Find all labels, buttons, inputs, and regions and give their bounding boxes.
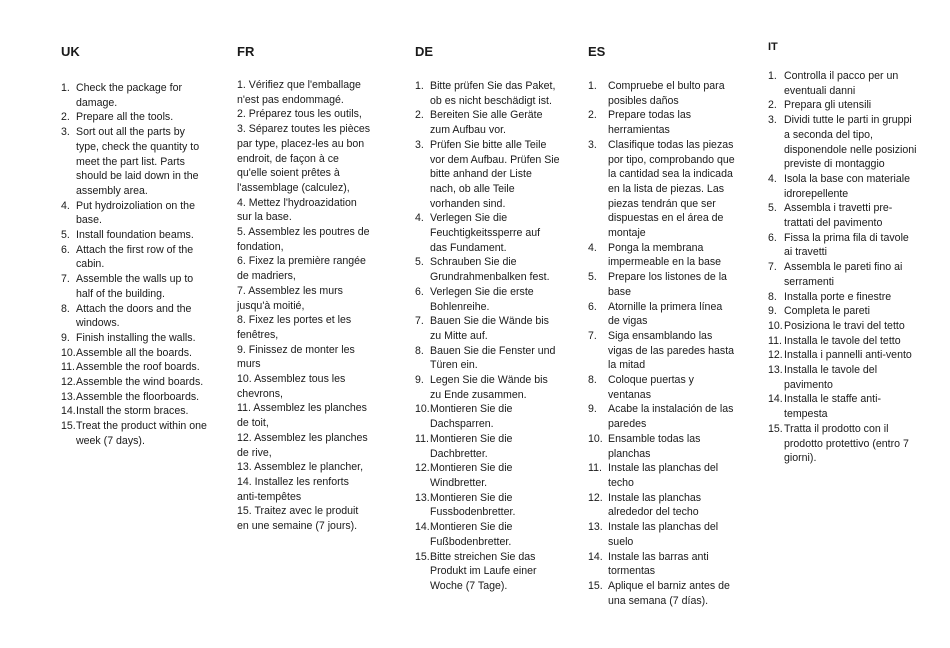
text-line: 9. Finissez de monter les: [237, 343, 355, 356]
item-text: Instale las planchas del suelo: [608, 521, 719, 548]
heading-es: ES: [588, 44, 606, 59]
list-item: [415, 344, 560, 373]
list-item: [588, 79, 736, 108]
instruction-list-it: [768, 69, 918, 466]
item-number: 5.: [61, 229, 70, 242]
text-line: 15. Traitez avec le produit: [237, 505, 359, 518]
item-text: Prepare all the tools.: [76, 111, 174, 124]
text-line: qu'elle soient prêtes à: [237, 167, 340, 180]
item-text: Legen Sie die Wände bis zu Ende zusammen.: [430, 374, 548, 401]
text-line: fenêtres,: [237, 328, 279, 341]
list-item: [588, 108, 736, 137]
item-number: 7.: [61, 273, 70, 286]
list-item: [588, 550, 736, 579]
item-text: Controlla il pacco per un eventuali danni: [784, 70, 899, 97]
item-number: 10.: [768, 319, 783, 332]
text-line: 11. Assemblez les planches: [237, 402, 367, 415]
list-item: [415, 550, 560, 594]
column-de: [415, 43, 560, 594]
item-number: 13.: [61, 390, 76, 403]
list-item: [61, 375, 208, 390]
column-it: [768, 43, 918, 466]
item-text: Posiziona le travi del tetto: [784, 319, 905, 332]
item-number: 8.: [588, 374, 597, 387]
item-number: 3.: [415, 138, 424, 151]
item-number: 4.: [415, 212, 424, 225]
item-number: 4.: [61, 199, 70, 212]
list-item: [61, 125, 208, 199]
item-text: Installa porte e finestre: [784, 290, 892, 303]
item-number: 15.: [61, 420, 76, 433]
item-number: 3.: [61, 126, 70, 139]
item-number: 1.: [768, 70, 777, 82]
instruction-list-fr: [237, 78, 380, 534]
item-number: 15.: [588, 579, 603, 592]
text-line: fondation,: [237, 240, 284, 253]
item-number: 3.: [768, 114, 777, 127]
item-number: 9.: [768, 305, 777, 318]
text-line: l'assemblage (calculez),: [237, 181, 350, 194]
item-text: Isola la base con materiale idrorepellente: [784, 172, 911, 200]
list-item: [61, 390, 208, 405]
item-number: 15.: [415, 550, 430, 563]
list-item: [768, 363, 918, 392]
item-number: 10.: [588, 432, 603, 445]
list-item: [588, 491, 736, 520]
item-number: 2.: [61, 111, 70, 124]
list-item: [415, 520, 560, 549]
item-text: Installa le staffe anti-tempesta: [784, 393, 881, 421]
item-number: 9.: [61, 331, 70, 344]
item-text: Atornille la primera línea de vigas: [608, 300, 723, 328]
heading-it: IT: [768, 41, 778, 53]
item-text: Siga ensamblando las vigas de las paredes hasta la mitad: [608, 329, 735, 372]
list-item: [768, 422, 918, 466]
list-item: [768, 201, 918, 230]
item-number: 11.: [61, 361, 75, 374]
list-item: [768, 260, 918, 289]
item-number: 14.: [768, 393, 783, 406]
heading-fr: FR: [237, 44, 255, 59]
item-number: 6.: [415, 285, 424, 298]
list-item: [415, 491, 560, 520]
item-number: 3.: [588, 138, 597, 151]
text-line: chevrons,: [237, 387, 283, 400]
item-text: Prüfen Sie bitte alle Teile vor dem Aufbau. Prüfen Sie bitte anhand der Liste nach, ob alle Teile vorhanden sind.: [430, 138, 560, 210]
item-number: 7.: [415, 315, 424, 328]
item-text: Prepara gli utensili: [784, 99, 872, 112]
list-item: [415, 461, 560, 490]
text-line: de madriers,: [237, 270, 296, 283]
column-uk: [61, 43, 208, 449]
item-text: Fissa la prima fila di tavole ai travetti: [784, 231, 909, 259]
item-text: Schrauben Sie die Grundrahmenbalken fest.: [430, 256, 550, 284]
column-es: [588, 43, 736, 608]
item-number: 12.: [61, 376, 76, 389]
item-number: 11.: [415, 432, 429, 445]
list-item: [588, 402, 736, 431]
item-text: Ensamble todas las planchas: [608, 432, 701, 460]
list-item: [588, 373, 736, 402]
item-text: Prepare todas las herramientas: [608, 109, 692, 137]
list-item: [768, 392, 918, 421]
text-line: n'est pas endommagé.: [237, 93, 344, 106]
item-number: 12.: [768, 349, 783, 362]
item-text: Completa le pareti: [784, 305, 870, 318]
list-item: [588, 138, 736, 241]
item-number: 2.: [415, 109, 424, 122]
text-line: endroit, de façon à ce: [237, 152, 339, 165]
item-text: Montieren Sie die Fußbodenbretter.: [430, 521, 513, 548]
item-text: Bitte streichen Sie das Produkt im Laufe einer Woche (7 Tage).: [430, 550, 537, 592]
list-item: [415, 285, 560, 314]
item-number: 14.: [61, 405, 76, 418]
list-item: [61, 346, 208, 361]
item-text: Put hydroizoliation on the base.: [76, 199, 195, 227]
item-number: 4.: [588, 241, 597, 254]
item-text: Compruebe el bulto para posibles daños: [608, 80, 725, 107]
column-fr: [237, 43, 380, 534]
item-text: Assemble the wind boards.: [76, 376, 204, 389]
text-line: 13. Assemblez le plancher,: [237, 461, 364, 474]
text-line: 5. Assemblez les poutres de: [237, 226, 370, 239]
item-text: Montieren Sie die Windbretter.: [430, 462, 513, 489]
item-number: 14.: [415, 521, 430, 534]
list-item: [61, 199, 208, 228]
item-number: 13.: [768, 364, 783, 377]
instruction-list-de: [415, 79, 560, 594]
text-line: 10. Assemblez tous les: [237, 373, 346, 386]
item-text: Install foundation beams.: [76, 229, 194, 242]
list-item: [768, 304, 918, 319]
item-text: Sort out all the parts by type, check the quantity to meet the part list. Parts should be laid down in the assembly area.: [76, 126, 200, 197]
item-number: 8.: [768, 290, 777, 303]
list-item: [61, 272, 208, 301]
list-item: [768, 172, 918, 201]
item-number: 10.: [61, 346, 76, 359]
instruction-list-es: [588, 79, 736, 608]
text-line: 2. Préparez tous les outils,: [237, 108, 362, 121]
item-text: Tratta il prodotto con il prodotto protettivo (entro 7 giorni).: [784, 422, 909, 465]
list-item: [588, 300, 736, 329]
text-line: 3. Séparez toutes les pièces: [237, 123, 371, 136]
item-number: 7.: [588, 329, 597, 342]
item-text: Bitte prüfen Sie das Paket, ob es nicht beschädigt ist.: [430, 80, 556, 107]
item-number: 13.: [588, 521, 603, 534]
item-text: Prepare los listones de la base: [608, 271, 727, 298]
list-item: [588, 461, 736, 490]
item-text: Dividi tutte le parti in gruppi a seconda del tipo, disponendole nelle posizioni previste di montaggio: [784, 114, 917, 171]
item-number: 7.: [768, 261, 777, 274]
list-item: [61, 243, 208, 272]
list-item: [61, 331, 208, 346]
item-text: Assembla i travetti pre-trattati del pavimento: [784, 202, 893, 230]
text-line: 7. Assemblez les murs: [237, 284, 343, 297]
item-text: Assembla le pareti fino ai serramenti: [784, 261, 903, 288]
text-line: 4. Mettez l'hydroazidation: [237, 196, 357, 209]
item-number: 5.: [588, 271, 597, 284]
item-text: Montieren Sie die Dachbretter.: [430, 432, 513, 460]
item-text: Installa le tavole del tetto: [784, 334, 901, 347]
list-item: [61, 419, 208, 448]
item-number: 2.: [768, 99, 777, 112]
list-item: [415, 108, 560, 137]
text-line: 1. Vérifiez que l'emballage: [237, 79, 361, 91]
item-number: 15.: [768, 422, 783, 435]
item-text: Check the package for damage.: [76, 82, 182, 109]
item-text: Aplique el barniz antes de una semana (7 días).: [608, 579, 730, 607]
item-number: 8.: [61, 302, 70, 315]
item-text: Install the storm braces.: [76, 405, 189, 418]
list-item: [588, 241, 736, 270]
item-number: 1.: [588, 80, 597, 92]
text-line: de toit,: [237, 417, 269, 430]
list-item: [415, 255, 560, 284]
list-item: [415, 432, 560, 461]
item-text: Assemble all the boards.: [76, 346, 193, 359]
item-text: Attach the first row of the cabin.: [76, 243, 194, 271]
list-item: [415, 138, 560, 212]
text-line: jusqu'à moitié,: [237, 299, 305, 312]
item-text: Assemble the floorboards.: [76, 390, 200, 403]
item-number: 14.: [588, 550, 603, 563]
list-item: [61, 228, 208, 243]
list-item: [588, 329, 736, 373]
item-number: 11.: [768, 334, 782, 347]
list-item: [415, 373, 560, 402]
item-text: Acabe la instalación de las paredes: [608, 403, 734, 431]
list-item: [415, 79, 560, 108]
heading-uk: UK: [61, 44, 80, 59]
item-number: 1.: [61, 82, 70, 94]
list-item: [415, 211, 560, 255]
list-item: [61, 81, 208, 110]
list-item: [768, 69, 918, 98]
list-item: [588, 579, 736, 608]
item-number: 12.: [588, 491, 603, 504]
text-line: 6. Fixez la première rangée: [237, 255, 366, 268]
text-line: 14. Installez les renforts: [237, 475, 349, 488]
item-text: Attach the doors and the windows.: [76, 302, 192, 330]
list-item: [61, 110, 208, 125]
item-number: 6.: [61, 243, 70, 256]
list-item: [768, 319, 918, 334]
item-number: 9.: [588, 403, 597, 416]
list-item: [415, 314, 560, 343]
item-number: 13.: [415, 491, 430, 504]
list-item: [588, 270, 736, 299]
item-text: Ponga la membrana impermeable en la base: [608, 241, 722, 269]
list-item: [768, 334, 918, 349]
list-item: [61, 404, 208, 419]
item-number: 5.: [415, 256, 424, 269]
list-item: [768, 113, 918, 172]
text-line: 12. Assemblez les planches: [237, 431, 368, 444]
list-item: [588, 520, 736, 549]
item-text: Coloque puertas y ventanas: [608, 374, 694, 401]
item-text: Instale las barras anti tormentas: [608, 550, 709, 578]
list-item: [415, 402, 560, 431]
item-text: Installa le tavole del pavimento: [784, 364, 878, 391]
item-number: 4.: [768, 172, 777, 185]
text-line: murs: [237, 358, 261, 371]
item-text: Finish installing the walls.: [76, 331, 196, 344]
text-line: par type, placez-les au bon: [237, 137, 365, 150]
list-item: [768, 290, 918, 305]
heading-de: DE: [415, 44, 434, 59]
item-text: Montieren Sie die Dachsparren.: [430, 403, 513, 431]
item-number: 1.: [415, 80, 424, 92]
instruction-list-uk: [61, 81, 208, 449]
item-text: Bereiten Sie alle Geräte zum Aufbau vor.: [430, 109, 543, 137]
item-number: 5.: [768, 202, 777, 215]
item-number: 6.: [588, 300, 597, 313]
item-text: Instale las planchas alrededor del techo: [608, 491, 702, 519]
text-line: de rive,: [237, 446, 272, 459]
item-text: Montieren Sie die Fussbodenbretter.: [430, 491, 516, 519]
item-number: 10.: [415, 403, 430, 416]
item-text: Clasifique todas las piezas por tipo, comprobando que la cantidad sea la indicada en la lista de piezas. Las piezas tendrán que ser dispuestas en el área de montaje: [608, 138, 735, 240]
text-line: 8. Fixez les portes et les: [237, 314, 352, 327]
item-number: 9.: [415, 374, 424, 387]
item-number: 6.: [768, 231, 777, 244]
item-number: 11.: [588, 462, 602, 475]
item-number: 2.: [588, 109, 597, 122]
item-text: Instale las planchas del techo: [608, 462, 719, 489]
item-number: 12.: [415, 462, 430, 475]
item-text: Bauen Sie die Fenster und Türen ein.: [430, 344, 556, 372]
item-text: Verlegen Sie die erste Bohlenreihe.: [430, 285, 534, 313]
list-item: [588, 432, 736, 461]
list-item: [61, 360, 208, 375]
list-item: [61, 302, 208, 331]
item-text: Assemble the walls up to half of the building.: [76, 273, 194, 300]
item-text: Treat the product within one week (7 days).: [76, 420, 207, 447]
text-line: en une semaine (7 jours).: [237, 520, 358, 533]
list-item: [768, 231, 918, 260]
list-item: [768, 98, 918, 113]
item-text: Installa i pannelli anti-vento: [784, 349, 912, 362]
list-item: [768, 348, 918, 363]
item-text: Bauen Sie die Wände bis zu Mitte auf.: [430, 315, 549, 342]
text-line: sur la base.: [237, 211, 292, 224]
item-number: 8.: [415, 344, 424, 357]
item-text: Verlegen Sie die Feuchtigkeitssperre auf das Fundament.: [430, 212, 541, 254]
text-line: anti-tempêtes: [237, 490, 302, 503]
item-text: Assemble the roof boards.: [76, 361, 200, 374]
